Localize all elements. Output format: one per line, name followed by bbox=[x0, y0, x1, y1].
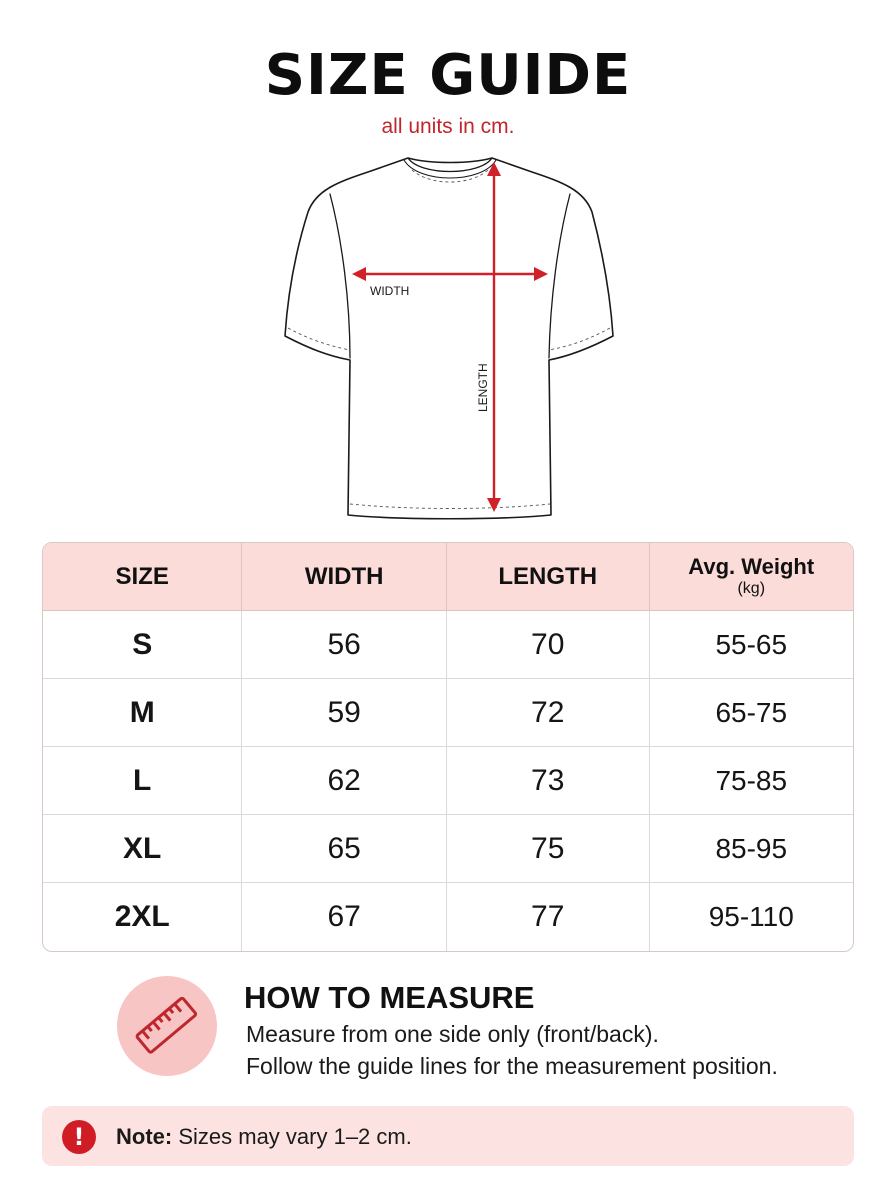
note-label: Note: bbox=[116, 1124, 173, 1149]
table-row bbox=[43, 747, 853, 815]
table-row bbox=[43, 815, 853, 883]
note-body: Sizes may vary 1–2 cm. bbox=[172, 1124, 412, 1149]
length-cell: 73 bbox=[447, 747, 650, 815]
tshirt-diagram bbox=[270, 150, 630, 530]
header-weight-unit: (kg) bbox=[737, 579, 766, 597]
weight-cell: 65-75 bbox=[650, 679, 854, 747]
length-label: LENGTH bbox=[476, 363, 490, 412]
size-cell: L bbox=[43, 747, 242, 815]
header-width: WIDTH bbox=[242, 543, 447, 611]
how-to-measure-title: HOW TO MEASURE bbox=[244, 980, 535, 1015]
how-to-measure-line-1: Measure from one side only (front/back). bbox=[246, 1021, 659, 1047]
weight-cell: 55-65 bbox=[650, 611, 854, 679]
header-weight bbox=[650, 543, 854, 611]
header-length: LENGTH bbox=[447, 543, 650, 611]
width-cell: 65 bbox=[242, 815, 447, 883]
size-cell: 2XL bbox=[43, 883, 242, 951]
length-cell: 70 bbox=[447, 611, 650, 679]
exclamation-icon: ! bbox=[62, 1120, 96, 1154]
weight-cell: 95-110 bbox=[708, 901, 794, 932]
width-cell: 56 bbox=[242, 611, 447, 679]
width-label: WIDTH bbox=[370, 284, 410, 298]
size-table bbox=[42, 542, 854, 952]
table-row bbox=[43, 883, 853, 951]
weight-cell: 85-95 bbox=[650, 815, 854, 883]
width-cell: 67 bbox=[242, 883, 447, 951]
length-cell: 75 bbox=[447, 815, 650, 883]
table-row bbox=[43, 679, 853, 747]
width-cell: 59 bbox=[242, 679, 447, 747]
header-weight-label: Avg. Weight bbox=[688, 553, 815, 579]
size-cell: M bbox=[43, 679, 242, 747]
length-cell: 72 bbox=[447, 679, 650, 747]
table-header-row bbox=[43, 543, 853, 611]
header-size: SIZE bbox=[43, 543, 242, 611]
units-subtitle: all units in cm. bbox=[381, 115, 515, 138]
table-row bbox=[43, 611, 853, 679]
size-cell: S bbox=[43, 611, 242, 679]
note-banner bbox=[42, 1106, 854, 1166]
how-to-measure-line-2: Follow the guide lines for the measurement position. bbox=[246, 1053, 778, 1079]
weight-cell: 75-85 bbox=[650, 747, 854, 815]
page-title: SIZE GUIDE bbox=[264, 43, 632, 108]
size-cell: XL bbox=[43, 815, 242, 883]
width-cell: 62 bbox=[242, 747, 447, 815]
length-cell: 77 bbox=[447, 883, 650, 951]
note-text bbox=[116, 1123, 412, 1151]
ruler-icon bbox=[117, 976, 217, 1076]
